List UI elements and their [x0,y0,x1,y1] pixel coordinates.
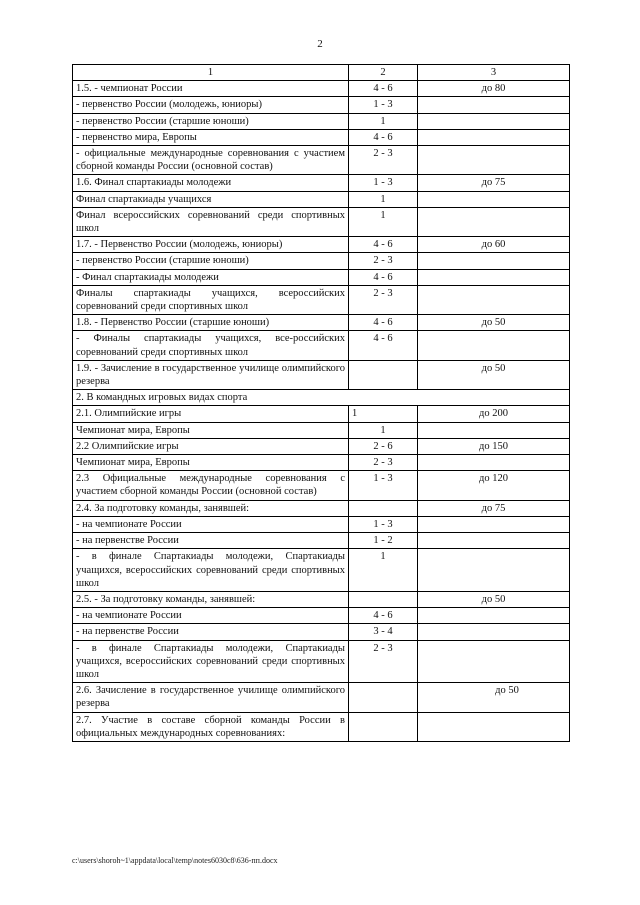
amount-cell [418,608,570,624]
amount-cell [418,516,570,532]
criterion-cell: - первенство мира, Европы [73,129,349,145]
amount-cell [418,269,570,285]
criterion-cell: - официальные международные соревнования с участием сборной команды России (основной состав) [73,146,349,175]
table-row [73,533,570,549]
table-row [73,438,570,454]
criterion-cell: - первенство России (старшие юноши) [73,253,349,269]
table-row [73,113,570,129]
table-row [73,97,570,113]
amount-cell [418,640,570,683]
amount-cell [418,97,570,113]
place-cell [349,500,418,516]
table-row [73,624,570,640]
place-cell [349,591,418,607]
table-row [73,331,570,360]
amount-cell [418,129,570,145]
amount-cell [418,712,570,741]
place-cell: 4 - 6 [349,315,418,331]
table-row [73,471,570,500]
amount-cell: до 120 [418,471,570,500]
amount-cell [418,549,570,592]
criterion-cell: - первенство России (старшие юноши) [73,113,349,129]
amount-cell [418,253,570,269]
column-header: 1 [73,65,349,81]
place-cell: 4 - 6 [349,608,418,624]
amount-cell: до 150 [418,438,570,454]
place-cell [349,360,418,389]
place-cell: 1 [349,422,418,438]
criterion-cell: Финал всероссийских соревнований среди спортивных школ [73,207,349,236]
place-cell: 2 - 6 [349,438,418,454]
document-file-path: c:\users\shoroh~1\appdata\local\temp\notes6030c8\636-пп.docx [72,856,278,865]
place-cell: 1 - 3 [349,471,418,500]
table-row [73,591,570,607]
table-row [73,207,570,236]
amount-cell [418,146,570,175]
place-cell: 1 - 3 [349,97,418,113]
place-cell: 2 - 3 [349,640,418,683]
place-cell: 4 - 6 [349,81,418,97]
place-cell: 1 [349,549,418,592]
amount-cell [418,624,570,640]
table-row [73,191,570,207]
place-cell: 1 [349,191,418,207]
place-cell: 2 - 3 [349,146,418,175]
criteria-table [72,64,570,742]
place-cell: 1 - 3 [349,516,418,532]
amount-cell [418,422,570,438]
criterion-cell: - в финале Спартакиады молодежи, Спартакиады учащихся, всероссийских соревнований среди спортивных школ [73,549,349,592]
criterion-cell: - на первенстве России [73,533,349,549]
amount-cell: до 50 [418,683,570,712]
criterion-cell: 1.8. - Первенство России (старшие юноши) [73,315,349,331]
amount-cell [418,113,570,129]
column-header: 2 [349,65,418,81]
criterion-cell: - первенство России (молодежь, юниоры) [73,97,349,113]
amount-cell: до 75 [418,500,570,516]
amount-cell [418,455,570,471]
column-header: 3 [418,65,570,81]
place-cell: 2 - 3 [349,253,418,269]
place-cell: 3 - 4 [349,624,418,640]
criterion-cell: 1.7. - Первенство России (молодежь, юниоры) [73,237,349,253]
table-row [73,683,570,712]
criterion-cell: 2.5. - За подготовку команды, занявшей: [73,591,349,607]
table-row [73,129,570,145]
place-cell: 1 [349,207,418,236]
criterion-cell: - на чемпионате России [73,608,349,624]
place-cell: 4 - 6 [349,269,418,285]
criterion-cell: - в финале Спартакиады молодежи, Спартакиады учащихся, всероссийских соревнований среди спортивных школ [73,640,349,683]
amount-cell: до 200 [418,406,570,422]
criterion-cell: Финал спартакиады учащихся [73,191,349,207]
criterion-cell: 1.9. - Зачисление в государственное училище олимпийского резерва [73,360,349,389]
amount-cell [418,331,570,360]
criterion-cell: - на чемпионате России [73,516,349,532]
table-row [73,253,570,269]
place-cell [349,712,418,741]
criterion-cell: Чемпионат мира, Европы [73,455,349,471]
criterion-cell: Финалы спартакиады учащихся, всероссийских соревнований среди спортивных школ [73,285,349,314]
table-row [73,500,570,516]
table-row [73,640,570,683]
amount-cell: до 60 [418,237,570,253]
amount-cell: до 50 [418,315,570,331]
table-row [73,315,570,331]
criterion-cell: - на первенстве России [73,624,349,640]
table-row [73,406,570,422]
criterion-cell: 2.3 Официальные международные соревнования с участием сборной команды России (основной состав) [73,471,349,500]
section-heading: 2. В командных игровых видах спорта [73,390,570,406]
table-row [73,360,570,389]
criterion-cell: 1.5. - чемпионат России [73,81,349,97]
place-cell: 1 - 3 [349,175,418,191]
criterion-cell: 1.6. Финал спартакиады молодежи [73,175,349,191]
place-cell: 1 [349,113,418,129]
criterion-cell: 2.4. За подготовку команды, занявшей: [73,500,349,516]
amount-cell [418,533,570,549]
table-row [73,549,570,592]
section-heading-row [73,390,570,406]
table-row [73,175,570,191]
table-row [73,712,570,741]
criterion-cell: - Финал спартакиады молодежи [73,269,349,285]
table-header-row [73,65,570,81]
place-cell: 1 [349,406,418,422]
criterion-cell: 2.2 Олимпийские игры [73,438,349,454]
place-cell: 4 - 6 [349,331,418,360]
table-row [73,237,570,253]
table-row [73,516,570,532]
place-cell [349,683,418,712]
criterion-cell: 2.1. Олимпийские игры [73,406,349,422]
table-row [73,81,570,97]
table-row [73,285,570,314]
amount-cell [418,207,570,236]
table-row [73,608,570,624]
table-row [73,422,570,438]
table-row [73,269,570,285]
place-cell: 2 - 3 [349,285,418,314]
amount-cell [418,285,570,314]
place-cell: 2 - 3 [349,455,418,471]
place-cell: 4 - 6 [349,129,418,145]
amount-cell: до 50 [418,591,570,607]
criterion-cell: Чемпионат мира, Европы [73,422,349,438]
page-number: 2 [317,38,323,50]
amount-cell [418,191,570,207]
amount-cell: до 80 [418,81,570,97]
amount-cell: до 50 [418,360,570,389]
amount-cell: до 75 [418,175,570,191]
place-cell: 1 - 2 [349,533,418,549]
table-row [73,146,570,175]
table-row [73,455,570,471]
criterion-cell: 2.7. Участие в составе сборной команды России в официальных международных соревнованиях: [73,712,349,741]
criterion-cell: 2.6. Зачисление в государственное училище олимпийского резерва [73,683,349,712]
place-cell: 4 - 6 [349,237,418,253]
criterion-cell: - Финалы спартакиады учащихся, все-российских соревнований среди спортивных школ [73,331,349,360]
